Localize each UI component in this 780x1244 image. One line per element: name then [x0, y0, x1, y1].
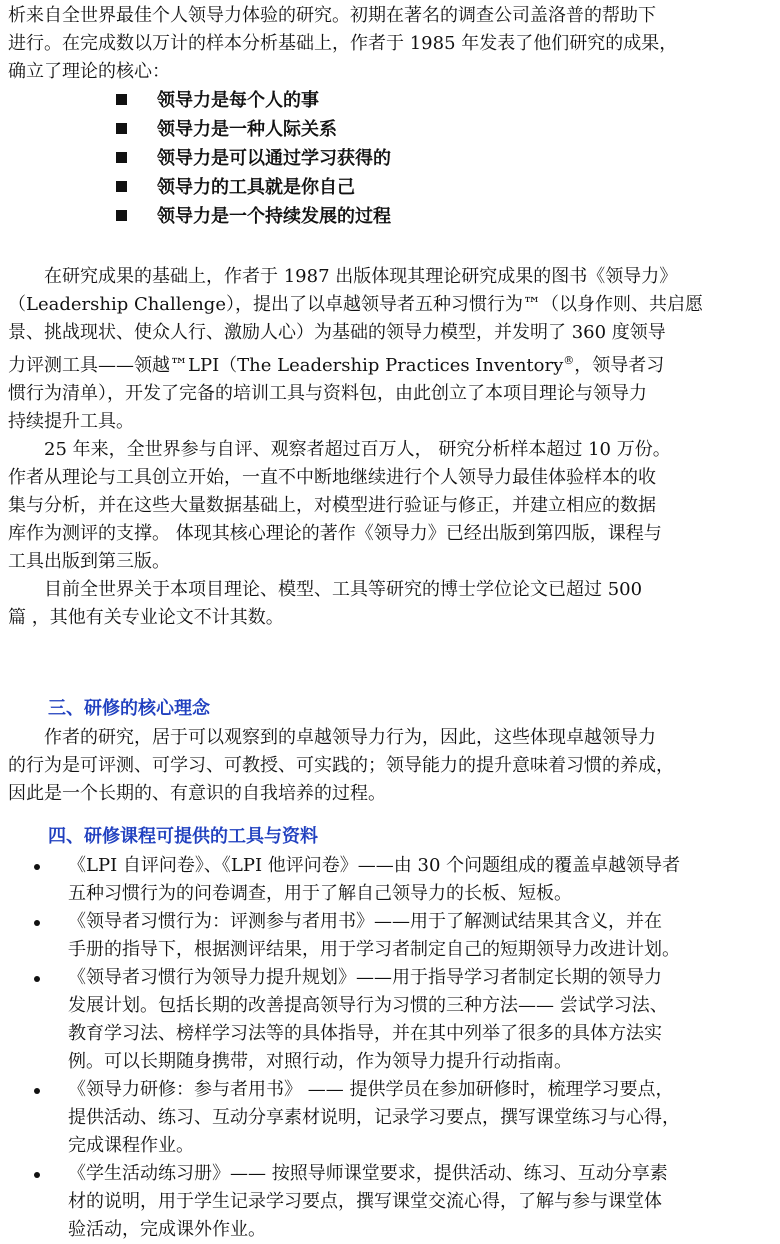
list-item — [116, 173, 774, 202]
text-line: 完成课程作业。 — [68, 1135, 194, 1156]
text-line: 进行。在完成数以万计的样本分析基础上，作者于 1985 年发表了他们研究的成果， — [8, 33, 678, 54]
text-line: 《领导者习惯行为：评测参与者用书》——用于了解测试结果其含义，并在 — [68, 911, 662, 932]
text-line: 验活动，完成课外作业。 — [68, 1219, 266, 1240]
list-item-text: 领导力的工具就是你自己 — [157, 177, 355, 198]
text-line: 持续提升工具。 — [8, 411, 134, 432]
list-item — [8, 908, 774, 964]
text-line: 在研究成果的基础上，作者于 1987 出版体现其理论研究成果的图书《领导力》 — [44, 266, 678, 287]
text-line: 的行为是可评测、可学习、可教授、可实践的；领导能力的提升意味着习惯的养成， — [8, 755, 674, 776]
list-item-text: 领导力是每个人的事 — [157, 90, 319, 111]
text-line: （Leadership Challenge），提出了以卓越领导者五种习惯行为™（以身作则、共启愿 — [8, 294, 703, 315]
text-line — [8, 347, 774, 380]
list-item — [116, 202, 774, 231]
text-segment: 力评测工具——领越™LPI（The Leadership Practices Inventory — [8, 355, 564, 376]
text-line: 工具出版到第三版。 — [8, 551, 170, 572]
text-line: 发展计划。包括长期的改善提高领导行为习惯的三种方法—— 尝试学习法、 — [68, 995, 668, 1016]
thesis-paragraph — [8, 576, 774, 632]
intro-paragraph — [8, 2, 774, 86]
text-line: 《LPI 自评问卷》、《LPI 他评问卷》——由 30 个问题组成的覆盖卓越领导者 — [68, 855, 681, 876]
registered-mark: ® — [563, 354, 575, 367]
text-line: 《领导力研修：参与者用书》 —— 提供学员在参加研修时，梳理学习要点， — [68, 1079, 674, 1100]
text-segment: ，领导者习 — [574, 355, 665, 376]
text-line: 教育学习法、榜样学习法等的具体指导，并在其中列举了很多的具体方法实 — [68, 1023, 662, 1044]
text-line: 因此是一个长期的、有意识的自我培养的过程。 — [8, 783, 386, 804]
section-3-paragraph — [8, 724, 774, 808]
list-item-text: 领导力是一个持续发展的过程 — [157, 206, 391, 227]
bullet-icon — [34, 1172, 40, 1178]
core-points-list — [8, 86, 774, 231]
bullet-icon — [34, 1088, 40, 1094]
list-item — [116, 86, 774, 115]
square-bullet-icon — [116, 94, 127, 105]
text-line: 篇 ，其他有关专业论文不计其数。 — [8, 607, 284, 628]
text-line: 作者的研究，居于可以观察到的卓越领导力行为，因此，这些体现卓越领导力 — [44, 727, 656, 748]
book-paragraph — [8, 263, 774, 436]
list-item — [8, 1160, 774, 1244]
square-bullet-icon — [116, 152, 127, 163]
text-line: 集与分析，并在这些大量数据基础上，对模型进行验证与修正，并建立相应的数据 — [8, 495, 656, 516]
text-line: 例。可以长期随身携带，对照行动，作为领导力提升行动指南。 — [68, 1051, 572, 1072]
text-line: 手册的指导下，根据测评结果，用于学习者制定自己的短期领导力改进计划。 — [68, 939, 680, 960]
text-line: 五种习惯行为的问卷调查，用于了解自己领导力的长板、短板。 — [68, 883, 572, 904]
section-4-heading: 四、研修课程可提供的工具与资料 — [48, 826, 318, 847]
bullet-icon — [34, 864, 40, 870]
text-line: 确立了理论的核心： — [8, 61, 170, 82]
text-line: 提供活动、练习、互动分享素材说明，记录学习要点，撰写课堂练习与心得， — [68, 1107, 680, 1128]
section-3-heading: 三、研修的核心理念 — [48, 698, 210, 719]
text-line: 目前全世界关于本项目理论、模型、工具等研究的博士学位论文已超过 500 — [44, 579, 643, 600]
list-item-text: 领导力是一种人际关系 — [157, 119, 337, 140]
square-bullet-icon — [116, 210, 127, 221]
text-line: 《学生活动练习册》—— 按照导师课堂要求，提供活动、练习、互动分享素 — [68, 1163, 668, 1184]
text-line: 惯行为清单），开发了完备的培训工具与资料包，由此创立了本项目理论与领导力 — [8, 383, 647, 404]
text-line: 库作为测评的支撑。 体现其核心理论的著作《领导力》已经出版到第四版，课程与 — [8, 523, 662, 544]
text-line: 25 年来，全世界参与自评、观察者超过百万人， 研究分析样本超过 10 万份。 — [44, 439, 671, 460]
list-item — [8, 1076, 774, 1160]
list-item-text: 领导力是可以通过学习获得的 — [157, 148, 391, 169]
list-item — [116, 144, 774, 173]
list-item — [8, 964, 774, 1076]
text-line: 材的说明，用于学生记录学习要点，撰写课堂交流心得，了解与参与课堂体 — [68, 1191, 662, 1212]
text-line: 析来自全世界最佳个人领导力体验的研究。初期在著名的调查公司盖洛普的帮助下 — [8, 5, 656, 26]
tools-list — [8, 852, 774, 1244]
text-line: 《领导者习惯行为领导力提升规划》——用于指导学习者制定长期的领导力 — [68, 967, 662, 988]
list-item — [116, 115, 774, 144]
text-line: 作者从理论与工具创立开始，一直不中断地继续进行个人领导力最佳体验样本的收 — [8, 467, 656, 488]
list-item — [8, 852, 774, 908]
years-paragraph — [8, 436, 774, 576]
bullet-icon — [34, 920, 40, 926]
square-bullet-icon — [116, 123, 127, 134]
bullet-icon — [34, 976, 40, 982]
square-bullet-icon — [116, 181, 127, 192]
text-line: 景、挑战现状、使众人行、激励人心）为基础的领导力模型，并发明了 360 度领导 — [8, 322, 666, 343]
